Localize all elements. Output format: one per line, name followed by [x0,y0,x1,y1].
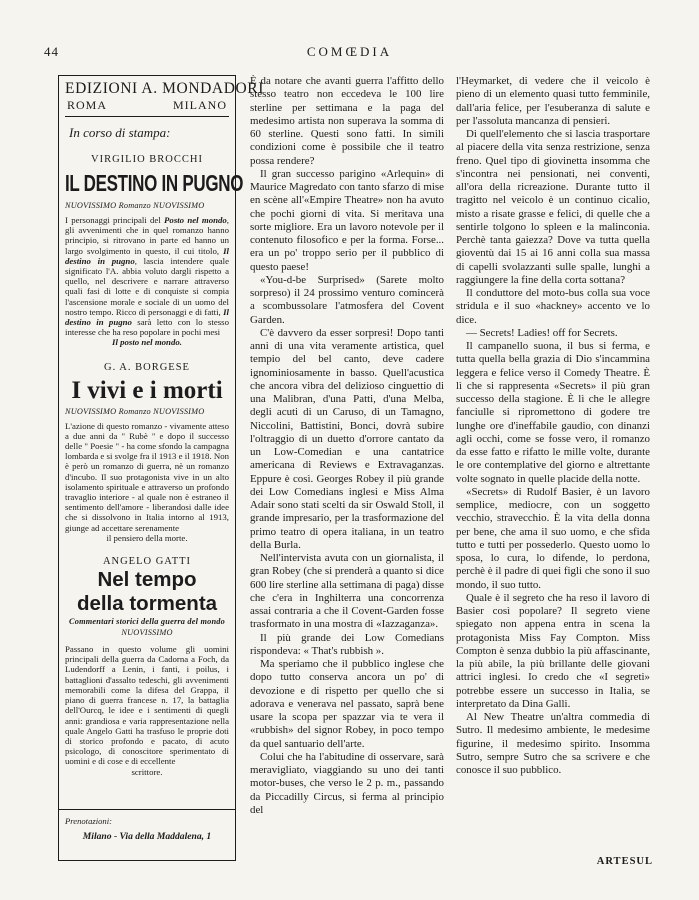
ad-orders-label: Prenotazioni: [65,816,112,826]
book3-subtitle: Commentari storici della guerra del mondo [69,617,225,627]
book2-subtitle: NUOVISSIMO Romanzo NUOVISSIMO [65,406,205,416]
article-paragraph: Di quell'elemento che si lascia trasportare al piacere della vita senza restrizione, senza freno. Quel tipo di giovinetta insomma che s'incontra nei pensionati, nei conventi, all'ora della ricreazione. Durante tutto il tragitto nel veicolo è un continuo cicalio, misto a risate grasse e felici, di quelle che a sentirle tolgono lo spleen e la malinconia. Perchè tanta gaiezza? Dove va tutta quella gioventù dai 15 ai 16 anni colla sua massa di capelli svolazzanti sulle spalle, lunghi a raggiungere la fine della corta sottana? [456,128,650,286]
ad-orders-address: Milano - Via della Maddalena, 1 [82,831,212,842]
article-paragraph: Nell'intervista avuta con un giornalista, il gran Robey (che si prenderà a quanto si dice 600 lire sterline alla settimana di paga) disse che c'era in Inghilterra una concorrenza assai contraria a che il Covent-Garden fosse trasformato in una mostra di «Iazzaganza». [250,552,444,631]
article-paragraph: Il campanello suona, il bus si ferma, e tutta quella bella grazia di Dio s'incammina leggera e felice verso il Comedy Theatre. È lì che si rappresenta «Secrets» il più gran successo della stagione. È lì che le allegre fanciulle si ripromettono di godere tre lunghe ore d'ineffabile gaudio, con dinanzi agli occhi, come se fosse vero, il romanzo da esse fatto e rifatto le mille volte, durante le ore contemplative del giorno e altrettante volte sognato in quelle placide della notte. [456,340,650,485]
book1-author: VIRGILIO BROCCHI [91,154,203,165]
ad-city-milan: MILANO [173,98,227,112]
ad-printing-status: In corso di stampa: [69,125,171,140]
book1-subtitle: NUOVISSIMO Romanzo NUOVISSIMO [65,201,205,210]
book3-title-line1: Nel tempo [97,568,197,592]
magazine-running-title: COMŒDIA [306,44,393,59]
ad-publisher-name: EDIZIONI A. MONDADORI [65,80,265,97]
article-signature: ARTESUL [596,856,653,867]
article-paragraph: C'è davvero da esser sorpresi! Dopo tanti anni di una vita veramente artistica, quel tempio del bel canto, deve cadere ignominiosamente in basso. Quell'acustica che ancora vibra del delizioso cinguettio di una Malibran, d'una Patti, d'una Melba, degli acuti di un Caruso, di un Tamagno, Niccolini, Battistini, Bonci, dovrà subire l'oltraggio di un duetto d'orrore cantato da un Low-Comedian e una cantatrice americana di Reviews e Extravaganzas. Eppure è così. Georges Robey il più grande dei Low Comedians inglesi e Miss Alma Adair sono stati scelti da sir Oswald Stoll, il grande impresario, per la trasformazione del primo teatro di opera italiana, in un teatro della Burla. [250,326,444,551]
article-paragraph: — Secrets! Ladies! off for Secrets. [466,326,618,339]
article-paragraph: Quale è il segreto che ha reso il lavoro di Basier così popolare? Il segreto viene spiegato non appena entra in scena la protagonista Miss Fay Compton. Miss Compton è senza dubbio la più affascinante, la più abile, la più brillante delle giovani attrici inglesi. Io credo che «I segreti» potrebbe essere un successo in Italia, se interpretato da Dina Galli. [456,591,650,710]
book2-description: L'azione di questo romanzo - vivamente atteso a due anni da " Rubè " e dopo il successo delle " Poesie " - ha come sfondo la campagna lombarda e si svolge fra il 1913 e il 1918. Non è però un romanzo di guerra, nè un romanzo d'incubo. Il suo protagonista vive in un alto isolamento spirituale e attraverso un profondo travaglio interiore - al quale non è estraneo il sentimento dell'amore - liberandosi dalle idee che si dissolvono in Italia intorno al 1913, giunge ad accettare serenamente il pensiero della morte. [65,420,229,543]
article-paragraph: Il più grande dei Low Comedians rispondeva: « That's rubbish ». [250,631,444,657]
ad-divider [59,809,235,810]
article-column-middle [250,75,444,817]
article-paragraph: «You-d-be Surprised» (Sarete molto sorpreso) il 24 prossimo venturo comincerà a scombussolare l'atmosfera del Covent Garden. [250,273,444,326]
article-paragraph: Il gran successo parigino «Arlequin» di Maurice Magredato con tanto sfarzo di mise en scène all'«Empire Theatre» non ha avuto che pochi giorni di vita. Si meritava una sorte migliore. Era un lavoro notevole per il contenuto filosofico e per la forma. Forse... era un po' troppo serio per il pubblico di questo paese! [250,167,444,273]
mondadori-advertisement [58,75,265,861]
article-paragraph: Il conduttore del moto-bus colla sua voce stridula e il suo «hackney» accento ve lo dice. [456,287,650,326]
article-paragraph: È da notare che avanti guerra l'affitto dello stesso teatro non eccedeva le 100 lire sterline per settimana e la paga del medesimo artista non superava la somma di 60 sterline. Questi sono fatti. In simili condizioni come è possibile che il teatro possa rendere? [250,75,444,167]
book2-author: G. A. BORGESE [104,361,190,373]
ad-cities [65,98,229,117]
book3-title-line2: della tormenta [76,592,218,616]
article-paragraph: Ma speriamo che il pubblico inglese che dopo tutto conserva ancora un po' di devozione e di rispetto per quello che si adorava e venerava nel passato, saprà bene usare la scopa per spazzar via te vera il «rubbish» del signor Robey, in poco tempo da quel santuario dell'arte. [250,658,444,750]
page-number: 44 [44,44,59,59]
book2-title: I vivi e i morti [71,376,223,404]
article-paragraph: «Secrets» di Rudolf Basier, è un lavoro semplice, mediocre, con un soggetto vecchio, stravecchio. È la vita della donna per bene, che ama il suo uomo, e che sfida tutto e tutti per possederlo. Questo uomo lo sposa, lo cura, lo difende, lo perdona, perchè è il padre di quei figli che sono il suo mondo, il suo tutto. [456,485,650,591]
article-paragraph: Colui che ha l'abitudine di osservare, sarà meravigliato, viaggiando su uno dei tanti motor-buses, che verso le 2 p. m., passando da Piccadilly Circus, si ferma al principio del [250,750,444,816]
article-column-right [456,75,650,777]
ad-city-rome: ROMA [67,98,108,112]
article-paragraph: Al New Theatre un'altra commedia di Sutro. Il medesimo ambiente, le medesime figurine, il medesimo spirito. Insomma Sutro, sempre Sutro che sa scrivere e che conosce il suo pubblico. [456,711,650,776]
book3-author: ANGELO GATTI [102,556,192,568]
book3-description: Passano in questo volume gli uomini principali della guerra da Cadorna a Foch, da Ludendorff a Lenin, i fanti, i poilus, i battaglioni d'assalto tedeschi, gli avvenimenti memorabili come la difesa del Grappa, il piano di guerra francese n. 17, la battaglia dell'Ourcq, le idee e i sentimenti di quegli anni: grandiosa e varia rappresentazione nella quale Angelo Gatti ha trasfuso le proprie doti di storico profondo e pacato, di acuto psicologo, di conoscitore sperimentato di uomini e di cose e di eccellente scrittore. [65,644,229,777]
book1-title: IL DESTINO IN PUGNO [65,170,244,197]
article-paragraph: l'Heymarket, di vedere che il veicolo è pieno di un elemento quasi tutto femminile, dall'aria felice, per l'esuberanza di salute e per l'assoluta mancanza di pensieri. [456,75,650,127]
book1-description: I personaggi principali del Posto nel mondo, gli avvenimenti che in quel romanzo hanno principio, si ritrovano in parte ed hanno un largo svolgimento in questo, il cui titolo, Il destino in pugno, lascia intendere quale significato l'A. abbia voluto dargli rispetto a quello, nel descrivere e narrare attraverso quali fasi di lotte e di conquiste si compia l'ascensione morale e sociale di un uomo del nostro tempo. Ricco di personaggi e di fatti, Il destino in pugno sarà letto con lo stesso interesse che ha reso popolare in pochi mesi Il posto nel mondo. [65,215,230,348]
book3-subtitle-new: NUOVISSIMO [121,628,173,638]
